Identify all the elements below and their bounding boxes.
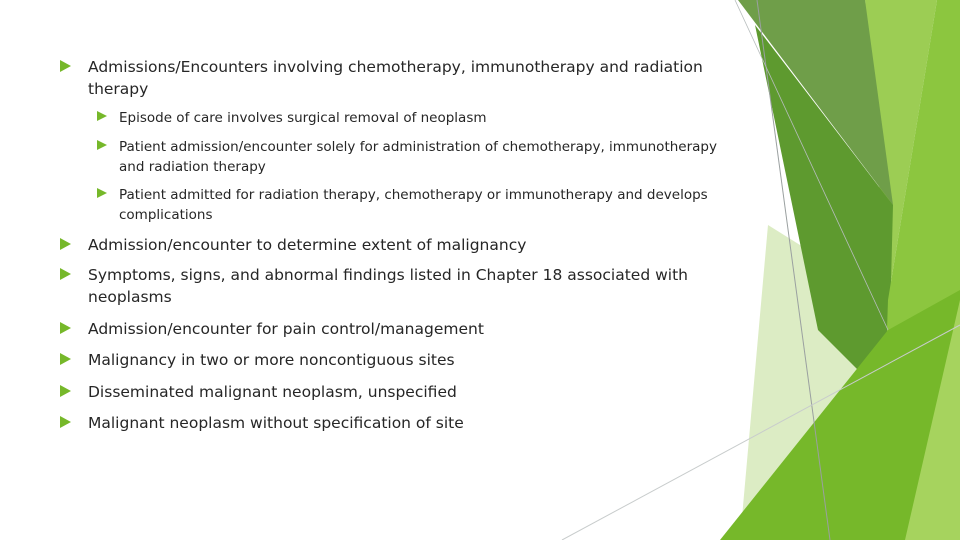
bullet-text: Malignant neoplasm without specification of site xyxy=(88,414,464,432)
bullet-text: Admission/encounter for pain control/management xyxy=(88,320,484,338)
bullet-item xyxy=(60,56,720,100)
bullet-arrow-icon xyxy=(60,268,71,280)
bullet-text: Admission/encounter to determine extent of malignancy xyxy=(88,236,527,254)
bullet-text: Malignancy in two or more noncontiguous sites xyxy=(88,351,455,369)
bullet-item xyxy=(60,234,720,256)
sub-bullet-item xyxy=(97,185,717,225)
bullet-arrow-icon xyxy=(97,111,107,121)
bullet-text: Disseminated malignant neoplasm, unspecified xyxy=(88,383,457,401)
bullet-arrow-icon xyxy=(60,238,71,250)
bullet-arrow-icon xyxy=(60,416,71,428)
bullet-text: Admissions/Encounters involving chemotherapy, immunotherapy and radiation therapy xyxy=(88,58,703,98)
bullet-text: Patient admitted for radiation therapy, chemotherapy or immunotherapy and develops complications xyxy=(119,187,708,223)
bullet-text: Symptoms, signs, and abnormal findings listed in Chapter 18 associated with neoplasms xyxy=(88,266,688,306)
bullet-item xyxy=(60,318,720,340)
bullet-item xyxy=(60,349,720,371)
bullet-item xyxy=(60,264,720,308)
sub-bullet-item xyxy=(97,137,717,177)
bullet-arrow-icon xyxy=(60,353,71,365)
bullet-text: Patient admission/encounter solely for administration of chemotherapy, immunotherapy and radiation therapy xyxy=(119,139,717,175)
bullet-text: Episode of care involves surgical removal of neoplasm xyxy=(119,110,487,126)
bullet-arrow-icon xyxy=(97,140,107,150)
bullet-item xyxy=(60,381,720,403)
bullet-arrow-icon xyxy=(60,322,71,334)
bullet-item xyxy=(60,412,720,434)
sub-bullet-item xyxy=(97,108,717,128)
bullet-arrow-icon xyxy=(60,385,71,397)
bullet-arrow-icon xyxy=(97,188,107,198)
bullet-arrow-icon xyxy=(60,60,71,72)
